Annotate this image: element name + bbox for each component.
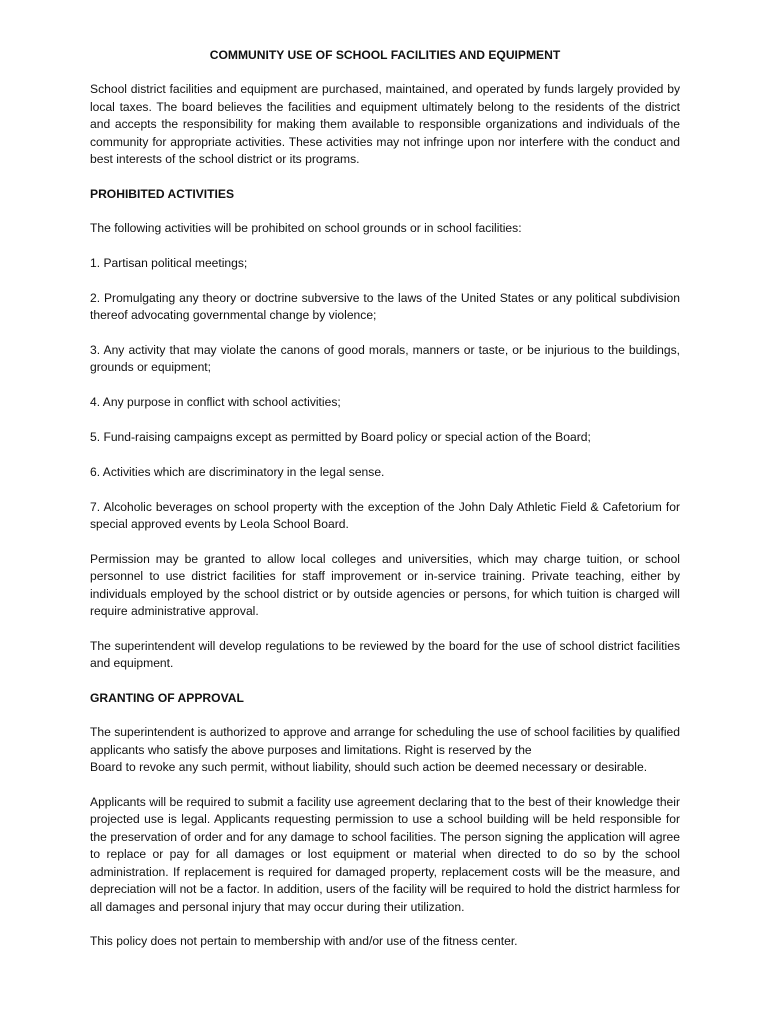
prohibited-item-2: 2. Promulgating any theory or doctrine subversive to the laws of the United States or any political subdivision thereof advocating governmental change by violence; <box>90 290 680 323</box>
prohibited-item-5: 5. Fund-raising campaigns except as permitted by Board policy or special action of the Board; <box>90 430 591 445</box>
approval-paragraph <box>90 724 680 776</box>
document-title: COMMUNITY USE OF SCHOOL FACILITIES AND EQUIPMENT <box>209 48 561 62</box>
prohibited-item-7: 7. Alcoholic beverages on school property with the exception of the John Daly Athletic Field & Cafetorium for special approved events by Leola School Board. <box>90 499 680 532</box>
fitness-center-paragraph: This policy does not pertain to membership with and/or use of the fitness center. <box>90 934 518 949</box>
applicants-paragraph: Applicants will be required to submit a facility use agreement declaring that to the best of their knowledge their projected use is legal. Applicants requesting permission to use a school building will be held responsible for the preservation of order and for any damage to school facilities. The person signing the application will agree to replace or pay for all damages or lost equipment or material when directed to do so by the school administration. If replacement is required for damaged property, replacement costs will be the measure, and depreciation will not be a factor. In addition, users of the facility will be required to hold the district harmless for all damages and personal injury that may occur during their utilization. <box>90 795 680 914</box>
prohibited-lead-paragraph: The following activities will be prohibited on school grounds or in school facilities: <box>90 221 522 236</box>
prohibited-activities-heading: PROHIBITED ACTIVITIES <box>90 186 235 201</box>
approval-paragraph-line-2: Board to revoke any such permit, without liability, should such action be deemed necessary or desirable. <box>90 760 648 775</box>
prohibited-item-1: 1. Partisan political meetings; <box>90 256 248 271</box>
prohibited-item-3: 3. Any activity that may violate the canons of good morals, manners or taste, or be injurious to the buildings, grounds or equipment; <box>90 343 680 375</box>
intro-paragraph: School district facilities and equipment are purchased, maintained, and operated by funds largely provided by local taxes. The board believes the facilities and equipment ultimately belong to the residents of the district and accepts the responsibility for making them available to responsible organizations and individuals of the community for appropriate activities. These activities may not infringe upon nor interfere with the conduct and best interests of the school district or its programs. <box>90 82 680 167</box>
prohibited-item-6: 6. Activities which are discriminatory in the legal sense. <box>90 464 385 479</box>
permission-paragraph: Permission may be granted to allow local colleges and universities, which may charge tuition, or school personnel to use district facilities for staff improvement or in-service training. Private teaching, either by individuals employed by the school district or by outside agencies or persons, for which tuition is charged will require administrative approval. <box>90 551 680 619</box>
granting-of-approval-heading: GRANTING OF APPROVAL <box>90 691 244 706</box>
prohibited-item-4: 4. Any purpose in conflict with school activities; <box>90 395 341 410</box>
regulations-paragraph: The superintendent will develop regulations to be reviewed by the board for the use of school district facilities and equipment. <box>90 638 680 671</box>
approval-paragraph-line-1: The superintendent is authorized to approve and arrange for scheduling the use of school facilities by qualified applicants who satisfy the above purposes and limitations. Right is reserved by the <box>90 725 680 757</box>
document-page <box>90 47 680 968</box>
